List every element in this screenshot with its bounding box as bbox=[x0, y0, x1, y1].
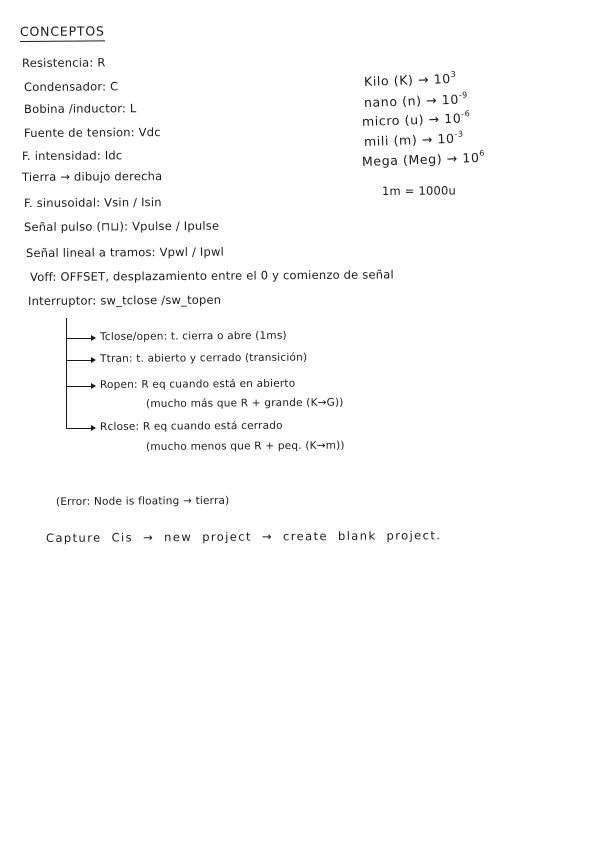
tree-branch-ttran bbox=[66, 360, 94, 361]
error-note: (Error: Node is floating → tierra) bbox=[55, 494, 230, 508]
definition-tierra: Tierra → dibujo derecha bbox=[21, 169, 163, 184]
definition-sinusoidal: F. sinusoidal: Vsin / Isin bbox=[23, 195, 162, 210]
unit-micro: micro $(u) \to 10^{-6}$ bbox=[361, 109, 471, 129]
tree-branch-rclose bbox=[66, 428, 94, 429]
page-title: CONCEPTOS bbox=[20, 23, 105, 42]
definition-resistencia: Resistencia: R bbox=[21, 55, 106, 70]
definition-bobina: Bobina /inductor: L bbox=[23, 101, 137, 116]
tree-trunk bbox=[66, 318, 67, 429]
switch-param-ttran: Ttran: t. abierto y cerrado (transición) bbox=[99, 351, 308, 365]
definition-fuente-tension: Fuente de tension: Vdc bbox=[23, 125, 161, 140]
unit-conversion: 1m = 1000u bbox=[381, 183, 457, 198]
switch-param-ropen-detail: (mucho más que R + grande (K→G)) bbox=[145, 396, 344, 410]
tree-branch-ropen bbox=[66, 386, 94, 387]
definition-fuente-intensidad: F. intensidad: Idc bbox=[21, 148, 123, 163]
definition-voff: Voff: OFFSET, desplazamiento entre el 0 y comienzo de señal bbox=[29, 267, 394, 284]
tree-branch-tclose bbox=[66, 338, 94, 339]
unit-mega: Mega $(Meg) \to 10^6$ bbox=[361, 148, 486, 169]
capture-note: Capture Cis → new project → create blank project. bbox=[45, 528, 442, 545]
unit-kilo: Kilo $(K) \to 10^3$ bbox=[363, 69, 457, 89]
switch-param-tclose: Tclose/open: t. cierra o abre (1ms) bbox=[99, 329, 287, 343]
definition-pwl: Señal lineal a tramos: Vpwl / Ipwl bbox=[25, 244, 225, 260]
definition-condensador: Condensador: C bbox=[23, 79, 119, 94]
unit-nano: nano $(n) \to 10^{-9}$ bbox=[363, 90, 469, 110]
definition-interruptor: Interruptor: sw_tclose /sw_topen bbox=[27, 292, 222, 308]
switch-param-rclose: Rclose: R eq cuando está cerrado bbox=[99, 419, 283, 433]
unit-mili: mili $(m) \to 10^{-3}$ bbox=[363, 129, 464, 149]
switch-param-ropen: Ropen: R eq cuando está en abierto bbox=[99, 377, 296, 391]
switch-param-rclose-detail: (mucho menos que R + peq. (K→m)) bbox=[145, 439, 345, 453]
definition-pulso: Señal pulso (⊓⊔): Vpulse / Ipulse bbox=[23, 218, 220, 234]
